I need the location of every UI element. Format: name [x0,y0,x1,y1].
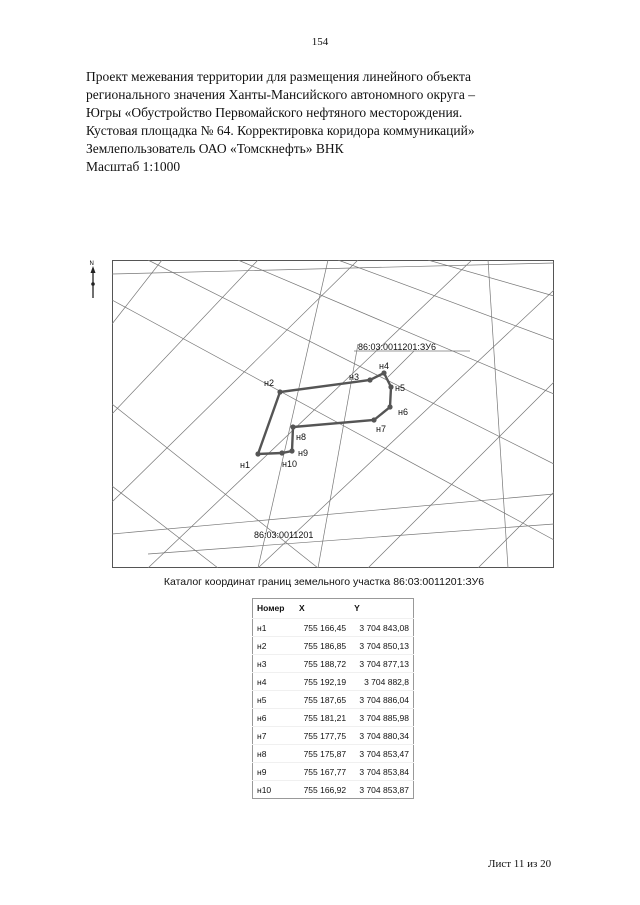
cell-y: 3 704 880,34 [350,727,413,745]
point-label-n8: н8 [296,432,306,442]
point-label-n4: н4 [379,361,389,371]
cell-x: 755 177,75 [295,727,350,745]
cell-x: 755 166,92 [295,781,350,799]
table-row [253,763,414,781]
table-row [253,745,414,763]
point-label-n10: н10 [282,459,297,469]
header-line: регионального значения Ханты-Мансийского автономного округа – [86,87,475,102]
cell-number: н9 [253,763,296,781]
parcel-vertices [255,370,393,456]
table-row [253,727,414,745]
point-label-n1: н1 [240,460,250,470]
cell-number: н4 [253,673,296,691]
cell-number: н6 [253,709,296,727]
cell-y: 3 704 877,13 [350,655,413,673]
coordinates-table [252,598,414,799]
quarter-label: 86:03:0011201 [254,530,314,540]
cell-x: 755 187,65 [295,691,350,709]
catalog-title: Каталог координат границ земельного участка 86:03:0011201:ЗУ6 [163,576,485,588]
cell-x: 755 181,21 [295,709,350,727]
point-label-n9: н9 [298,448,308,458]
grid-lines [112,260,554,568]
header-line: Кустовая площадка № 64. Корректировка коридора коммуникаций» [86,123,475,138]
table-row [253,619,414,637]
table-row [253,781,414,799]
point-label-n2: н2 [264,378,274,388]
cell-x: 755 192,19 [295,673,350,691]
page-number: 154 [311,36,329,48]
column-header-x: X [299,602,305,613]
cell-y: 3 704 853,84 [350,763,413,781]
cell-x: 755 167,77 [295,763,350,781]
table-header-row [253,599,414,619]
header-line: Землепользователь ОАО «Томскнефть» ВНК [86,141,344,156]
cell-y: 3 704 886,04 [350,691,413,709]
cell-y: 3 704 882,8 [350,673,413,691]
cell-number: н10 [253,781,296,799]
column-header-y: Y [354,602,360,613]
point-label-n6: н6 [398,407,408,417]
table-row [253,673,414,691]
north-label: N [89,261,94,267]
parcel-label: 86:03:0011201:ЗУ6 [358,342,436,352]
north-arrow-icon [90,261,96,298]
point-label-n3: н3 [349,372,359,382]
point-label-n7: н7 [376,424,386,434]
cell-y: 3 704 885,98 [350,709,413,727]
cell-number: н2 [253,637,296,655]
parcel-boundary [258,373,391,454]
cell-x: 755 175,87 [295,745,350,763]
cell-y: 3 704 850,13 [350,637,413,655]
header-line: Проект межевания территории для размещения линейного объекта [86,69,472,84]
cell-x: 755 188,72 [295,655,350,673]
cell-number: н3 [253,655,296,673]
cadastral-map [88,254,554,568]
cell-number: н5 [253,691,296,709]
cell-number: н1 [253,619,296,637]
table-row [253,691,414,709]
table-row [253,709,414,727]
document-header [86,68,536,176]
table-row [253,637,414,655]
cell-x: 755 166,45 [295,619,350,637]
point-label-n5: н5 [395,383,405,393]
header-line: Масштаб 1:1000 [86,159,181,174]
cell-number: н7 [253,727,296,745]
cell-y: 3 704 843,08 [350,619,413,637]
table-row [253,655,414,673]
cell-x: 755 186,85 [295,637,350,655]
column-header-number: Номер [257,602,285,613]
cell-y: 3 704 853,47 [350,745,413,763]
header-line: Югры «Обустройство Первомайского нефтяного месторождения. [86,105,463,120]
sheet-footer: Лист 11 из 20 [488,858,552,870]
cell-number: н8 [253,745,296,763]
cell-y: 3 704 853,87 [350,781,413,799]
